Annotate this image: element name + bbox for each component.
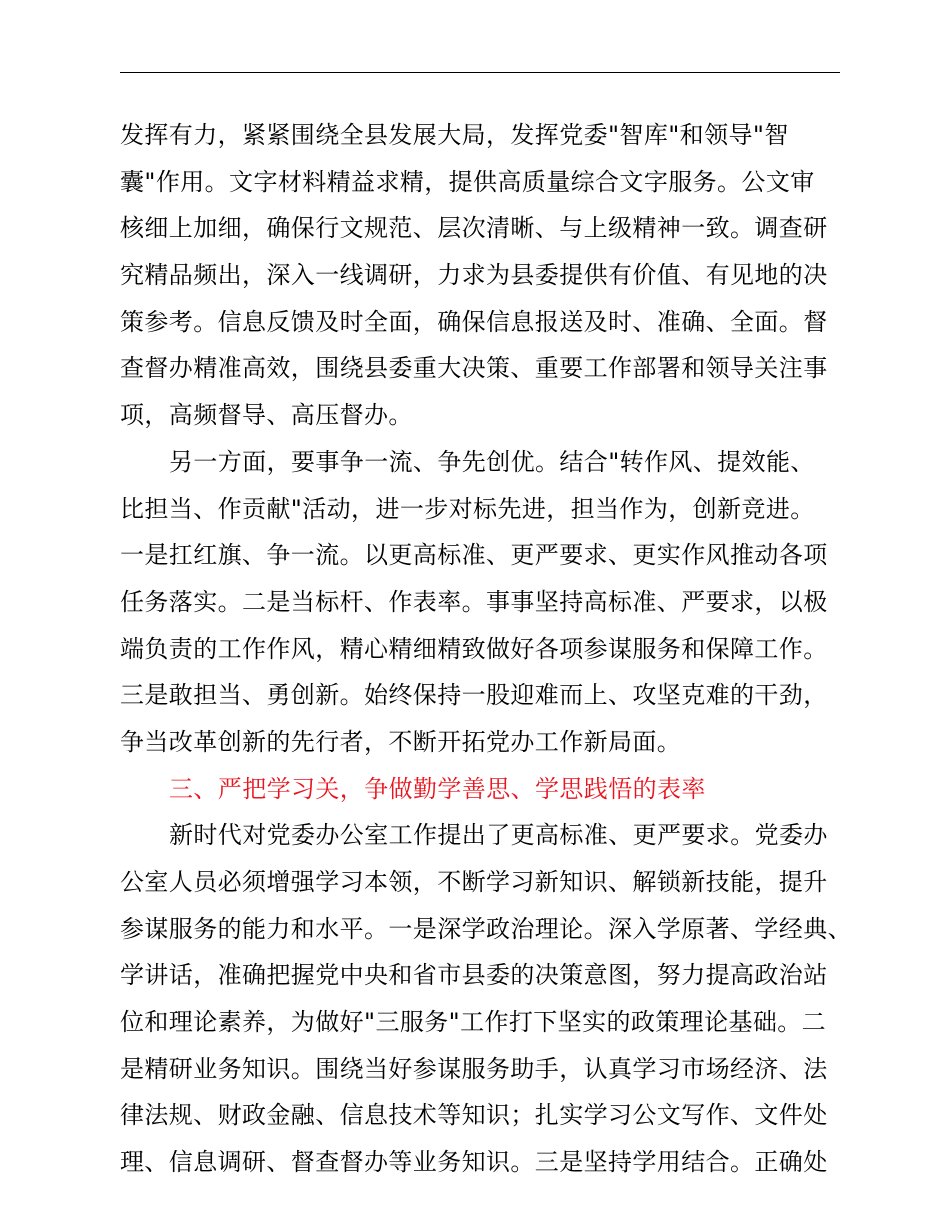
text-line-17: 公室人员必须增强学习本领，不断学习新知识、解锁新技能，提升	[120, 868, 828, 896]
text-line-12: 端负责的工作作风，精心精细精致做好各项参谋服务和保障工作。	[120, 634, 828, 663]
text-line-1: 发挥有力，紧紧围绕全县发展大局，发挥党委"智库"和领导"智	[120, 121, 789, 149]
text-line-6: 查督办精准高效，围绕县委重大决策、重要工作部署和领导关注事	[120, 354, 828, 383]
document-body	[120, 112, 852, 1186]
text-line-14: 争当改革创新的先行者，不断开拓党办工作新局面。	[120, 727, 682, 756]
header-rule	[120, 72, 840, 73]
text-line-3: 核细上加细，确保行文规范、层次清晰、与上级精神一致。调查研	[120, 214, 828, 243]
text-line-22: 律法规、财政金融、信息技术等知识；扎实学习公文写作、文件处	[120, 1101, 828, 1130]
text-line-20: 位和理论素养，为做好"三服务"工作打下坚实的政策理论基础。二	[120, 1008, 827, 1037]
text-line-9: 比担当、作贡献"活动，进一步对标先进，担当作为，创新竞进。	[120, 494, 815, 523]
text-line-21: 是精研业务知识。围绕当好参谋服务助手，认真学习市场经济、法	[120, 1054, 828, 1083]
text-line-18: 参谋服务的能力和水平。一是深学政治理论。深入学原著、学经典、	[120, 914, 852, 943]
section-heading: 三、严把学习关，争做勤学善思、学思践悟的表率	[169, 774, 706, 803]
text-line-11: 任务落实。二是当标杆、作表率。事事坚持高标准、严要求，以极	[120, 587, 828, 616]
text-line-2: 囊"作用。文字材料精益求精，提供高质量综合文字服务。公文审	[120, 167, 815, 196]
text-line-16: 新时代对党委办公室工作提出了更高标准、更严要求。党委办	[169, 821, 828, 850]
text-line-5: 策参考。信息反馈及时全面，确保信息报送及时、准确、全面。督	[120, 307, 828, 336]
text-line-4: 究精品频出，深入一线调研，力求为县委提供有价值、有见地的决	[120, 261, 828, 290]
text-line-10: 一是扛红旗、争一流。以更高标准、更严要求、更实作风推动各项	[120, 541, 828, 570]
text-line-8: 另一方面，要事争一流、争先创优。结合"转作风、提效能、	[169, 447, 815, 476]
text-line-19: 学讲话，准确把握党中央和省市县委的决策意图，努力提高政治站	[120, 961, 828, 990]
text-line-13: 三是敢担当、勇创新。始终保持一股迎难而上、攻坚克难的干劲，	[120, 681, 828, 710]
text-line-7: 项，高频督导、高压督办。	[120, 401, 413, 430]
text-line-23: 理、信息调研、督查督办等业务知识。三是坚持学用结合。正确处	[120, 1148, 828, 1177]
